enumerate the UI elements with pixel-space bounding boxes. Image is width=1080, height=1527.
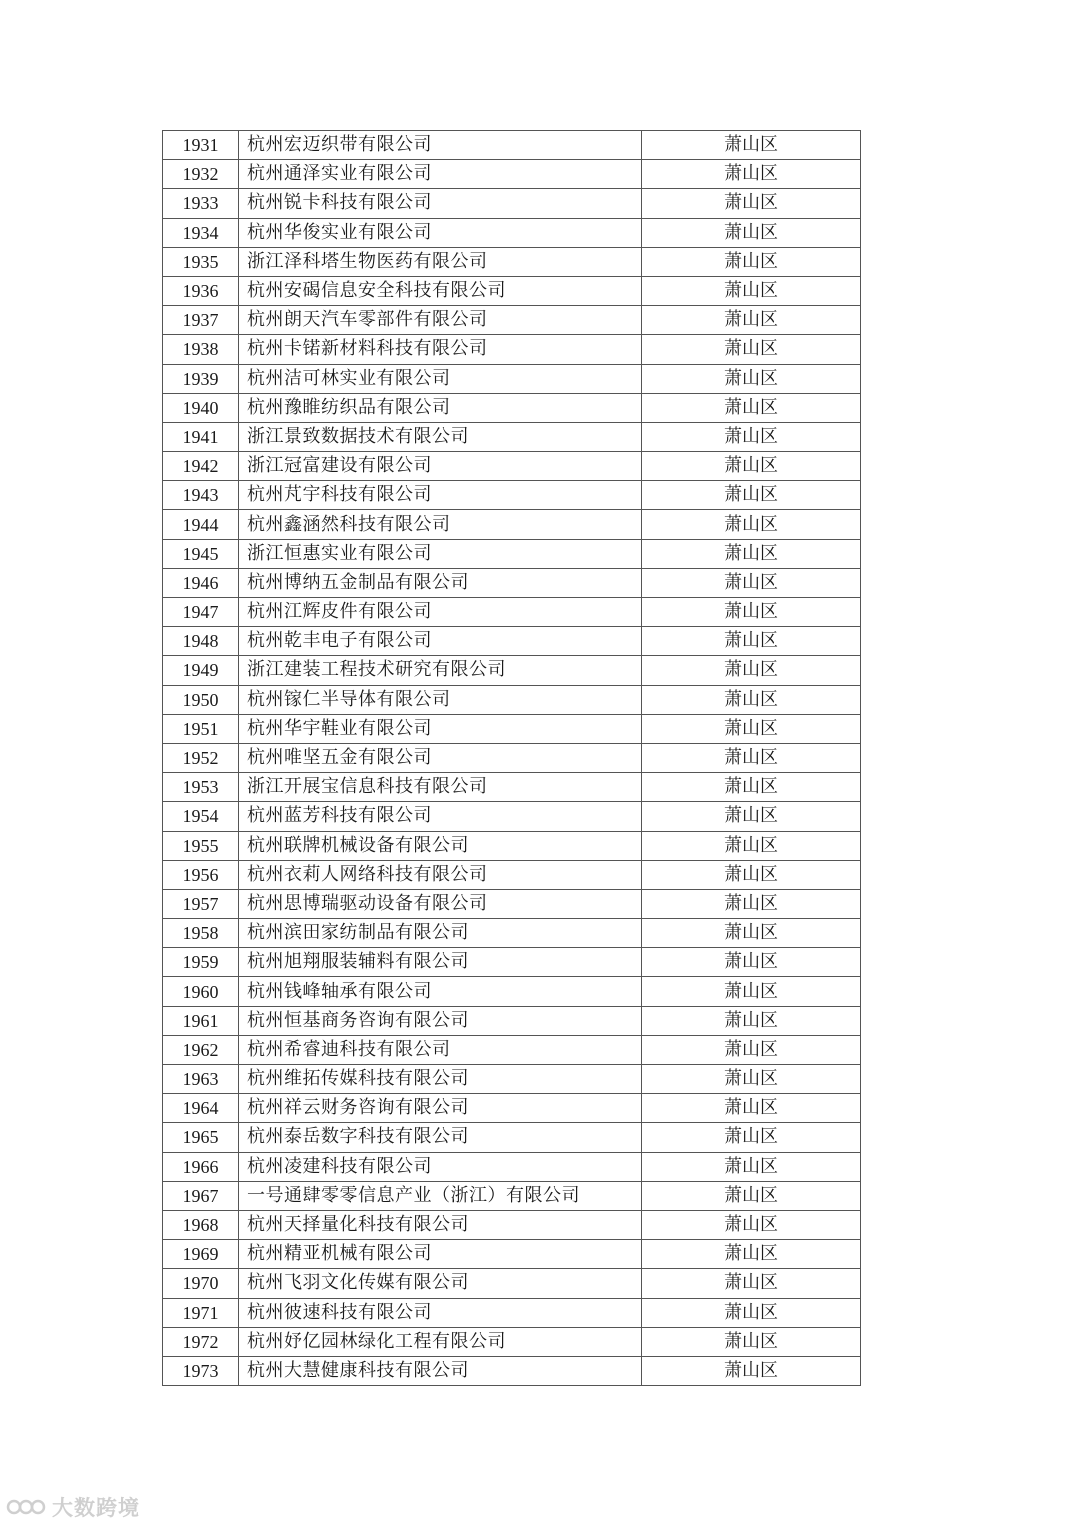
district: 萧山区 xyxy=(642,1356,861,1385)
row-number: 1947 xyxy=(163,598,239,627)
company-name: 杭州唯坚五金有限公司 xyxy=(239,743,642,772)
company-name: 杭州联牌机械设备有限公司 xyxy=(239,831,642,860)
table-row xyxy=(163,276,861,305)
district: 萧山区 xyxy=(642,831,861,860)
row-number: 1960 xyxy=(163,977,239,1006)
company-name: 杭州泰岳数字科技有限公司 xyxy=(239,1123,642,1152)
table-row xyxy=(163,364,861,393)
district: 萧山区 xyxy=(642,948,861,977)
company-name: 杭州博纳五金制品有限公司 xyxy=(239,568,642,597)
table-row xyxy=(163,714,861,743)
district: 萧山区 xyxy=(642,568,861,597)
company-name: 杭州思博瑞驱动设备有限公司 xyxy=(239,889,642,918)
row-number: 1945 xyxy=(163,539,239,568)
company-name: 杭州飞羽文化传媒有限公司 xyxy=(239,1269,642,1298)
table-row xyxy=(163,452,861,481)
company-name: 一号通肆零零信息产业（浙江）有限公司 xyxy=(239,1181,642,1210)
row-number: 1970 xyxy=(163,1269,239,1298)
table-row xyxy=(163,306,861,335)
company-name: 杭州滨田家纺制品有限公司 xyxy=(239,919,642,948)
district: 萧山区 xyxy=(642,1006,861,1035)
table-row xyxy=(163,889,861,918)
row-number: 1948 xyxy=(163,627,239,656)
district: 萧山区 xyxy=(642,773,861,802)
district: 萧山区 xyxy=(642,1240,861,1269)
table-row xyxy=(163,189,861,218)
district: 萧山区 xyxy=(642,364,861,393)
table-row xyxy=(163,539,861,568)
company-name: 杭州精亚机械有限公司 xyxy=(239,1240,642,1269)
table-row xyxy=(163,1240,861,1269)
table-row xyxy=(163,656,861,685)
row-number: 1937 xyxy=(163,306,239,335)
table-row xyxy=(163,1152,861,1181)
table-row xyxy=(163,1181,861,1210)
row-number: 1949 xyxy=(163,656,239,685)
row-number: 1934 xyxy=(163,218,239,247)
row-number: 1953 xyxy=(163,773,239,802)
company-name: 杭州锐卡科技有限公司 xyxy=(239,189,642,218)
district: 萧山区 xyxy=(642,131,861,160)
table-row xyxy=(163,860,861,889)
district: 萧山区 xyxy=(642,860,861,889)
row-number: 1939 xyxy=(163,364,239,393)
logo-icon xyxy=(6,1495,46,1519)
row-number: 1942 xyxy=(163,452,239,481)
row-number: 1938 xyxy=(163,335,239,364)
district: 萧山区 xyxy=(642,685,861,714)
row-number: 1967 xyxy=(163,1181,239,1210)
table-row xyxy=(163,393,861,422)
company-name: 杭州旭翔服装辅料有限公司 xyxy=(239,948,642,977)
row-number: 1962 xyxy=(163,1035,239,1064)
table-row xyxy=(163,1006,861,1035)
district: 萧山区 xyxy=(642,1152,861,1181)
district: 萧山区 xyxy=(642,889,861,918)
table-row xyxy=(163,510,861,539)
company-name: 浙江恒惠实业有限公司 xyxy=(239,539,642,568)
row-number: 1969 xyxy=(163,1240,239,1269)
company-name: 杭州衣莉人网络科技有限公司 xyxy=(239,860,642,889)
district: 萧山区 xyxy=(642,977,861,1006)
district: 萧山区 xyxy=(642,714,861,743)
row-number: 1959 xyxy=(163,948,239,977)
company-name: 浙江泽科塔生物医药有限公司 xyxy=(239,247,642,276)
table-row xyxy=(163,1094,861,1123)
company-name: 杭州卡锘新材料科技有限公司 xyxy=(239,335,642,364)
company-name: 杭州朗天汽车零部件有限公司 xyxy=(239,306,642,335)
district: 萧山区 xyxy=(642,247,861,276)
table-row xyxy=(163,1065,861,1094)
row-number: 1972 xyxy=(163,1327,239,1356)
district: 萧山区 xyxy=(642,393,861,422)
row-number: 1944 xyxy=(163,510,239,539)
table-row xyxy=(163,919,861,948)
district: 萧山区 xyxy=(642,335,861,364)
table-row xyxy=(163,773,861,802)
district: 萧山区 xyxy=(642,452,861,481)
table-row xyxy=(163,335,861,364)
row-number: 1971 xyxy=(163,1298,239,1327)
district: 萧山区 xyxy=(642,1094,861,1123)
table-row xyxy=(163,481,861,510)
row-number: 1954 xyxy=(163,802,239,831)
district: 萧山区 xyxy=(642,189,861,218)
company-name: 杭州凌建科技有限公司 xyxy=(239,1152,642,1181)
district: 萧山区 xyxy=(642,218,861,247)
row-number: 1933 xyxy=(163,189,239,218)
district: 萧山区 xyxy=(642,481,861,510)
table-row xyxy=(163,685,861,714)
company-name: 杭州通泽实业有限公司 xyxy=(239,160,642,189)
table-row xyxy=(163,743,861,772)
table-row xyxy=(163,802,861,831)
row-number: 1973 xyxy=(163,1356,239,1385)
district: 萧山区 xyxy=(642,1035,861,1064)
district: 萧山区 xyxy=(642,1327,861,1356)
district: 萧山区 xyxy=(642,422,861,451)
row-number: 1968 xyxy=(163,1210,239,1239)
district: 萧山区 xyxy=(642,1065,861,1094)
company-name: 杭州安碣信息安全科技有限公司 xyxy=(239,276,642,305)
company-name: 杭州华俊实业有限公司 xyxy=(239,218,642,247)
company-name: 杭州大慧健康科技有限公司 xyxy=(239,1356,642,1385)
row-number: 1932 xyxy=(163,160,239,189)
company-name: 浙江建装工程技术研究有限公司 xyxy=(239,656,642,685)
row-number: 1950 xyxy=(163,685,239,714)
company-name: 杭州恒基商务咨询有限公司 xyxy=(239,1006,642,1035)
company-name: 浙江冠富建设有限公司 xyxy=(239,452,642,481)
table-row xyxy=(163,160,861,189)
table-row xyxy=(163,977,861,1006)
district: 萧山区 xyxy=(642,1269,861,1298)
table-row xyxy=(163,1123,861,1152)
company-name: 杭州天择量化科技有限公司 xyxy=(239,1210,642,1239)
company-name: 杭州豫睢纺织品有限公司 xyxy=(239,393,642,422)
company-name: 浙江景致数据技术有限公司 xyxy=(239,422,642,451)
table-row xyxy=(163,218,861,247)
row-number: 1952 xyxy=(163,743,239,772)
table-row xyxy=(163,1210,861,1239)
row-number: 1964 xyxy=(163,1094,239,1123)
district: 萧山区 xyxy=(642,598,861,627)
table-row xyxy=(163,422,861,451)
district: 萧山区 xyxy=(642,1298,861,1327)
table-row xyxy=(163,1298,861,1327)
table-row xyxy=(163,1356,861,1385)
row-number: 1940 xyxy=(163,393,239,422)
company-name: 杭州江辉皮件有限公司 xyxy=(239,598,642,627)
row-number: 1935 xyxy=(163,247,239,276)
company-name: 杭州妤亿园林绿化工程有限公司 xyxy=(239,1327,642,1356)
row-number: 1943 xyxy=(163,481,239,510)
row-number: 1946 xyxy=(163,568,239,597)
district: 萧山区 xyxy=(642,276,861,305)
company-name: 杭州宏迈织带有限公司 xyxy=(239,131,642,160)
table-body xyxy=(163,131,861,1386)
company-name: 浙江开展宝信息科技有限公司 xyxy=(239,773,642,802)
district: 萧山区 xyxy=(642,160,861,189)
table-row xyxy=(163,131,861,160)
district: 萧山区 xyxy=(642,919,861,948)
watermark xyxy=(6,1492,140,1522)
table-row xyxy=(163,568,861,597)
district: 萧山区 xyxy=(642,656,861,685)
company-name: 杭州镓仁半导体有限公司 xyxy=(239,685,642,714)
row-number: 1963 xyxy=(163,1065,239,1094)
table-row xyxy=(163,247,861,276)
row-number: 1956 xyxy=(163,860,239,889)
district: 萧山区 xyxy=(642,802,861,831)
row-number: 1955 xyxy=(163,831,239,860)
company-name: 杭州彼速科技有限公司 xyxy=(239,1298,642,1327)
row-number: 1951 xyxy=(163,714,239,743)
table-row xyxy=(163,1035,861,1064)
company-name: 杭州希睿迪科技有限公司 xyxy=(239,1035,642,1064)
row-number: 1961 xyxy=(163,1006,239,1035)
district: 萧山区 xyxy=(642,510,861,539)
table-row xyxy=(163,1269,861,1298)
company-name: 杭州乾丰电子有限公司 xyxy=(239,627,642,656)
row-number: 1957 xyxy=(163,889,239,918)
row-number: 1965 xyxy=(163,1123,239,1152)
watermark-text: 大数跨境 xyxy=(52,1496,140,1520)
row-number: 1931 xyxy=(163,131,239,160)
district: 萧山区 xyxy=(642,539,861,568)
district: 萧山区 xyxy=(642,1123,861,1152)
table-row xyxy=(163,598,861,627)
company-name: 杭州钱峰轴承有限公司 xyxy=(239,977,642,1006)
company-name: 杭州蓝芳科技有限公司 xyxy=(239,802,642,831)
district: 萧山区 xyxy=(642,1210,861,1239)
table-row xyxy=(163,831,861,860)
company-list-table xyxy=(162,130,861,1386)
row-number: 1966 xyxy=(163,1152,239,1181)
table-row xyxy=(163,948,861,977)
company-name: 杭州祥云财务咨询有限公司 xyxy=(239,1094,642,1123)
table-row xyxy=(163,627,861,656)
company-name: 杭州芃宇科技有限公司 xyxy=(239,481,642,510)
company-name: 杭州洁可林实业有限公司 xyxy=(239,364,642,393)
company-name: 杭州华宇鞋业有限公司 xyxy=(239,714,642,743)
district: 萧山区 xyxy=(642,306,861,335)
row-number: 1936 xyxy=(163,276,239,305)
district: 萧山区 xyxy=(642,1181,861,1210)
district: 萧山区 xyxy=(642,743,861,772)
district: 萧山区 xyxy=(642,627,861,656)
table-row xyxy=(163,1327,861,1356)
company-name: 杭州鑫涵然科技有限公司 xyxy=(239,510,642,539)
company-name: 杭州维拓传媒科技有限公司 xyxy=(239,1065,642,1094)
row-number: 1941 xyxy=(163,422,239,451)
row-number: 1958 xyxy=(163,919,239,948)
